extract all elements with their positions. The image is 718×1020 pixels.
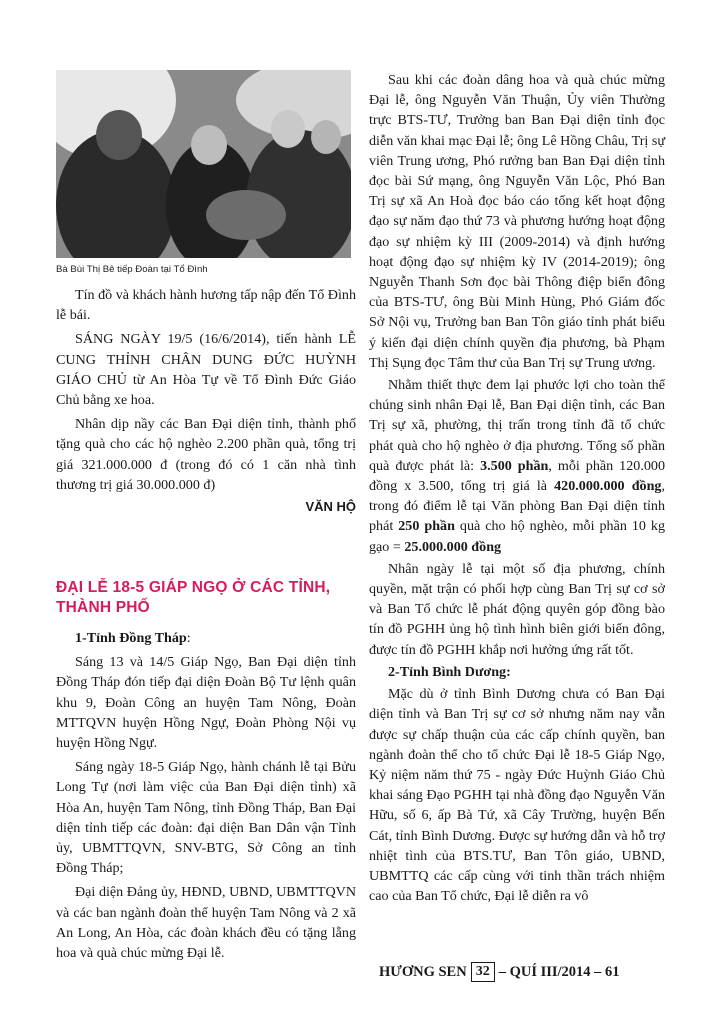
subheading-label: 2-Tỉnh Bình Dương: <box>388 663 511 680</box>
paragraph: Sáng ngày 18-5 Giáp Ngọ, hành chánh lễ tại Bửu Long Tự (nơi làm việc của Ban Đại diện tỉnh) xã Hòa An, huyện Tam Nông, tỉnh Đồng Tháp, Ban Đại diện tỉnh tiếp các đoàn: đại diện Ban Dân vận Tỉnh ủy, UBMTTQVN, SNV-BTG, Sở Công an tỉnh Đồng Tháp; <box>56 759 356 877</box>
bold-figure: 420.000.000 đồng <box>554 478 662 495</box>
bold-figure: 25.000.000 đồng <box>404 538 502 555</box>
paragraph: Nhân dịp nầy các Ban Đại diện tỉnh, thành phố tặng quà cho các hộ nghèo 2.200 phần quà, tổng trị giá 321.000.000 đ (trong đó có 1 căn nhà tình thương trị giá 30.000.000 đ) <box>56 416 356 493</box>
magazine-name: HƯƠNG SEN <box>379 963 467 980</box>
issue-info: – QUÍ III/2014 – 61 <box>498 963 620 980</box>
section-heading: ĐẠI LỄ 18-5 GIÁP NGỌ Ở CÁC TỈNH, THÀNH PHỐ <box>56 579 331 617</box>
subheading <box>56 628 356 648</box>
page-footer <box>379 962 675 982</box>
left-column <box>56 70 356 967</box>
page-number-box: 32 <box>471 962 495 982</box>
subheading-label: 1-Tỉnh Đồng Tháp <box>75 630 187 647</box>
author-signature: VĂN HỘ <box>305 499 356 515</box>
paragraph: Nhân ngày lễ tại một số địa phương, chính quyền, mặt trận có phối hợp cùng Ban Trị sự cơ sở và Ban Tổ chức lễ phát động quyên góp đồng bào tín đồ PGHH ủng hộ tình hình biên giới biển đông, được tín đồ PGHH khắp nơi hưởng ứng rất tốt. <box>369 560 665 658</box>
paragraph: Sáng 13 và 14/5 Giáp Ngọ, Ban Đại diện tỉnh Đồng Tháp đón tiếp đại diện Đoàn Bộ Tư lệnh quân khu 9, Đoàn Công an huyện Tam Nông, Đoàn MTTQVN huyện Hồng Ngự, Đoàn Phòng Nội vụ huyện Hồng Ngự. <box>56 654 356 752</box>
paragraph: Tín đồ và khách hành hương tấp nập đến Tổ Đình lễ bái. <box>56 287 356 324</box>
bold-figure: 250 phần <box>398 518 455 535</box>
paragraph-gift-summary: Nhằm thiết thực đem lại phước lợi cho toàn thể chúng sinh nhân Đại lễ, Ban Đại diện tỉnh, các Ban Trị sự xã, phường, thị trấn trong tỉnh đã tổ chức phát quà cho hộ nghèo ở địa phương. Tổng số phần quà được phát là: 3.500 phần, mỗi phần 120.000 đồng x 3.500, tổng trị giá là 420.000.000 đồng, trong đó điểm lễ tại Văn phòng Ban Đại diện tỉnh phát 250 phần quà cho hộ nghèo, mỗi phần 10 kg gạo = 25.000.000 đồng <box>369 377 666 555</box>
paragraph: Đại diện Đảng ủy, HĐND, UBND, UBMTTQVN và các ban ngành đoàn thể huyện Tam Nông và 2 xã An Long, An Hòa, các đoàn khách đều có tặng lẵng hoa và quà chúc mừng Đại lễ. <box>56 884 356 962</box>
paragraph: SÁNG NGÀY 19/5 (16/6/2014), tiến hành LỄ CUNG THỈNH CHÂN DUNG ĐỨC HUỲNH GIÁO CHỦ từ An Hòa Tự về Tổ Đình Đức Giáo Chủ bằng xe hoa. <box>56 331 356 409</box>
event-photo <box>56 70 351 258</box>
photo-caption: Bà Bùi Thị Bê tiếp Đoàn tại Tổ Đình <box>56 264 208 275</box>
paragraph: Mặc dù ở tỉnh Bình Dương chưa có Ban Đại diện tỉnh và Ban Trị sự cơ sở nhưng năm nay vẫn được sự chấp thuận của các cấp chính quyền, ban ngành đoàn thể cho tổ chức Đại lễ 18-5 Giáp Ngọ, Kỷ niệm năm thứ 75 - ngày Đức Huỳnh Giáo Chủ khai sáng Đạo PGHH tại nhà đồng đạo Nguyễn Văn Hữu, số 6, ấp Bà Tứ, xã Cây Trường, huyện Bến Cát, tỉnh Bình Dương. Được sự hướng dẫn và hỗ trợ nhiệt tình của BTS.TƯ, Ban Tôn giáo, UBND, UBMTTQ các cấp cùng với tinh thần trách nhiệm cao của Ban Tổ chức, Đại lễ diễn ra vô <box>369 686 665 905</box>
paragraph: Sau khi các đoàn dâng hoa và quà chúc mừng Đại lễ, ông Nguyễn Văn Thuận, Ủy viên Thường trực BTS-TƯ, Trưởng ban Ban Đại diện tỉnh đọc diễn văn khai mạc Đại lễ; ông Lê Hồng Châu, Trị sự viên Trung ương, Phó rưởng ban Ban Đại diện tỉnh đọc bài Sứ mạng, ông Nguyễn Văn Lộc, Phó Ban Trị sự xã An Hoà đọc báo cáo tổng kết hoạt động đạo sự năm đạo thứ 73 và phương hướng hoạt động đạo sự nhiệm kỳ III (2009-2014) và định hướng hoạt động đạo sự nhiệm kỳ IV (2014-2019); ông Nguyễn Thanh Sơn đọc bài Thông điệp biển đông của BTS-TƯ, ông Bùi Minh Hùng, Phó Giám đốc Sở Nội vụ, Trưởng ban Ban Tôn giáo tỉnh phát biểu ý kiến đại diện chính quyền địa phương, bà Phạm Thị Sụng đọc Tâm thư của Ban Trị sự Trung ương. <box>369 72 665 371</box>
bold-figure: 3.500 phần <box>480 457 549 474</box>
right-column <box>369 70 665 908</box>
subheading-suffix: : <box>186 630 191 647</box>
subheading <box>369 662 665 682</box>
